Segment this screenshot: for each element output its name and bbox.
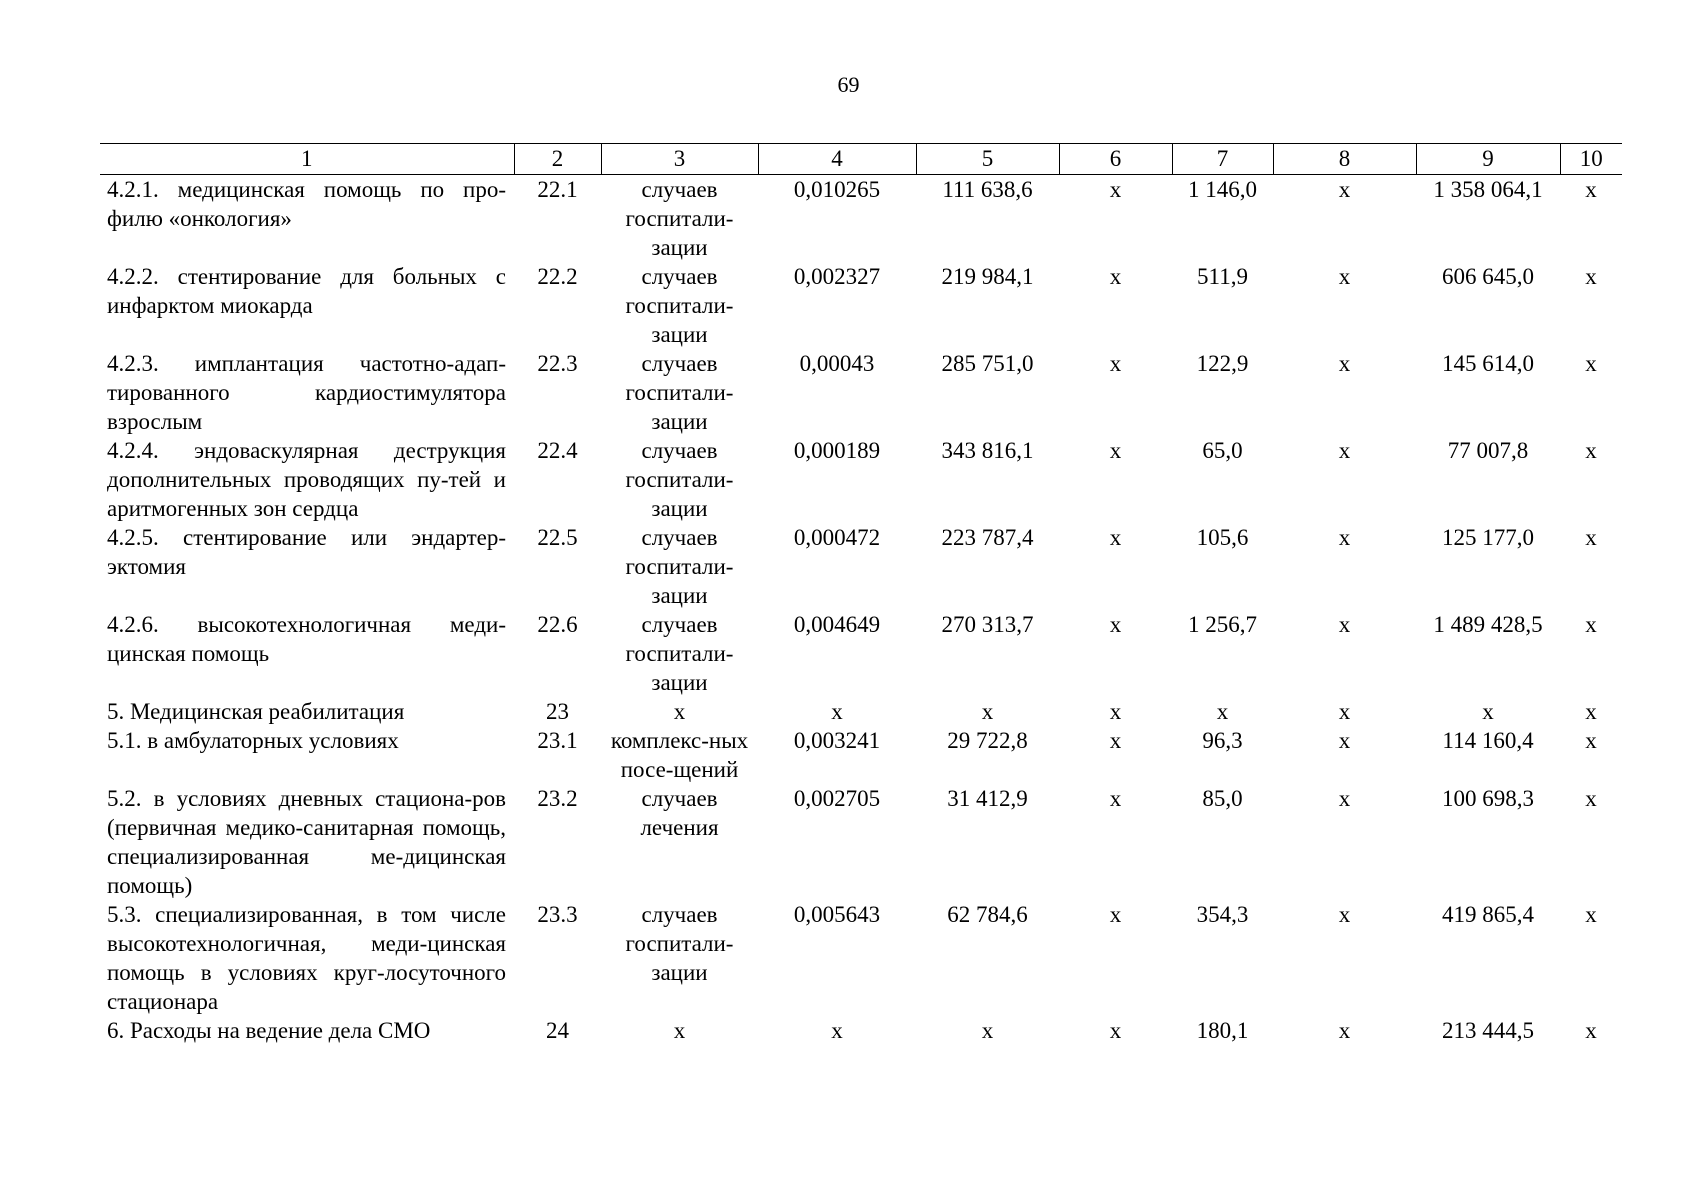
row-col-5: 223 787,4 [941,525,1034,550]
row-col-8: х [1338,525,1351,550]
row-code: 22.6 [537,612,578,637]
row-col-6: х [1109,728,1122,753]
row-col-4: 0,004649 [793,612,881,637]
row-col-10: х [1585,351,1597,376]
header-col-3: 3 [601,144,758,175]
row-col-7: 1 256,7 [1188,612,1257,637]
table-row [100,610,1622,697]
row-col-9: 213 444,5 [1442,1018,1534,1043]
row-col-8: х [1338,1018,1351,1043]
row-col-7: 354,3 [1196,902,1249,927]
row-col-5: 31 412,9 [947,786,1028,811]
row-col-9: х [1482,699,1494,724]
row-col-6: х [1109,612,1122,637]
row-name: 4.2.6. высокотехнологичная меди-цинская помощь [107,612,506,666]
table-row [100,900,1622,1016]
row-col-5: х [981,1018,994,1043]
row-unit: случаев госпитали-зации [625,902,734,985]
row-col-8: х [1338,786,1351,811]
table-row [100,697,1622,726]
row-col-8: х [1338,728,1351,753]
row-unit: х [673,699,686,724]
row-unit: случаев госпитали-зации [625,177,734,260]
row-col-6: х [1109,351,1122,376]
row-code: 23.1 [537,728,578,753]
table-row [100,175,1622,263]
row-col-7: х [1216,699,1229,724]
row-col-5: 111 638,6 [942,177,1033,202]
row-col-10: х [1585,438,1597,463]
row-code: 22.4 [537,438,578,463]
row-col-4: 0,002705 [793,786,881,811]
row-col-6: х [1109,902,1122,927]
row-name: 4.2.5. стентирование или эндартер-эктомия [107,525,506,579]
row-name: 5.2. в условиях дневных стациона-ров (первичная медико-санитарная помощь, специализированная ме-дицинская помощь) [107,786,506,898]
header-col-9: 9 [1416,144,1560,175]
row-col-9: 100 698,3 [1442,786,1534,811]
row-col-6: х [1109,264,1122,289]
row-col-8: х [1338,438,1351,463]
row-name: 4.2.3. имплантация частотно-адап-тированного кардиостимулятора взрослым [107,351,506,434]
row-col-5: 270 313,7 [941,612,1034,637]
row-unit: комплекс-ных посе-щений [610,728,749,782]
row-col-5: 285 751,0 [941,351,1034,376]
row-col-10: х [1585,728,1597,753]
row-col-8: х [1338,177,1351,202]
header-col-7: 7 [1172,144,1273,175]
row-col-9: 114 160,4 [1442,728,1534,753]
header-col-5: 5 [916,144,1059,175]
row-col-10: х [1585,177,1597,202]
header-col-10: 10 [1560,144,1622,175]
row-col-9: 419 865,4 [1442,902,1534,927]
row-unit: х [673,1018,686,1043]
row-col-7: 1 146,0 [1188,177,1257,202]
row-code: 22.5 [537,525,578,550]
row-col-6: х [1109,438,1122,463]
row-col-6: х [1109,1018,1122,1043]
row-name: 4.2.1. медицинская помощь по про-филю «онкология» [107,177,506,231]
table-row [100,523,1622,610]
row-col-7: 511,9 [1197,264,1248,289]
data-table [100,143,1622,1045]
row-col-5: х [981,699,994,724]
row-col-4: 0,005643 [793,902,881,927]
row-col-5: 219 984,1 [941,264,1034,289]
row-unit: случаев госпитали-зации [625,438,734,521]
row-col-4: 0,002327 [793,264,881,289]
row-name: 5.1. в амбулаторных условиях [107,728,399,753]
row-col-4: 0,010265 [793,177,881,202]
row-col-7: 65,0 [1202,438,1243,463]
row-col-7: 96,3 [1202,728,1243,753]
row-col-9: 77 007,8 [1447,438,1529,463]
row-col-4: 0,00043 [799,351,875,376]
row-col-8: х [1338,351,1351,376]
table-header [100,144,1622,175]
row-col-6: х [1109,699,1122,724]
row-name: 6. Расходы на ведение дела СМО [107,1018,431,1043]
row-unit: случаев госпитали-зации [625,525,734,608]
row-unit: случаев лечения [640,786,719,840]
row-name: 5. Медицинская реабилитация [107,699,405,724]
row-code: 23.2 [537,786,578,811]
row-col-4: 0,000472 [793,525,881,550]
table-row [100,436,1622,523]
row-unit: случаев госпитали-зации [625,612,734,695]
row-col-10: х [1585,902,1597,927]
row-col-10: х [1585,525,1597,550]
row-col-7: 180,1 [1196,1018,1249,1043]
row-col-7: 105,6 [1196,525,1249,550]
row-col-10: х [1585,699,1597,724]
row-col-4: х [831,699,843,724]
header-col-1: 1 [100,144,514,175]
row-col-9: 125 177,0 [1442,525,1534,550]
row-code: 22.3 [537,351,578,376]
row-name: 4.2.2. стентирование для больных с инфарктом миокарда [107,264,506,318]
row-name: 5.3. специализированная, в том числе высокотехнологичная, меди-цинская помощь в условиях круг-лосуточного стационара [107,902,506,1014]
row-col-10: х [1585,264,1597,289]
row-col-6: х [1109,786,1122,811]
row-col-10: х [1585,612,1597,637]
row-col-10: х [1585,786,1597,811]
page-number: 69 [837,72,860,97]
table-body [100,175,1622,1046]
row-col-8: х [1338,612,1351,637]
row-col-9: 145 614,0 [1442,351,1534,376]
row-col-4: 0,000189 [793,438,881,463]
row-col-4: х [831,1018,843,1043]
row-col-10: х [1585,1018,1597,1043]
row-col-7: 85,0 [1202,786,1243,811]
row-col-6: х [1109,177,1122,202]
row-unit: случаев госпитали-зации [625,264,734,347]
header-col-8: 8 [1273,144,1416,175]
header-col-4: 4 [758,144,916,175]
row-col-8: х [1338,699,1351,724]
row-code: 22.1 [537,177,578,202]
row-col-9: 1 489 428,5 [1433,612,1543,637]
row-col-6: х [1109,525,1122,550]
row-col-7: 122,9 [1196,351,1249,376]
row-col-9: 1 358 064,1 [1433,177,1543,202]
row-col-4: 0,003241 [793,728,881,753]
row-col-8: х [1338,902,1351,927]
header-row [100,144,1622,175]
row-name: 4.2.4. эндоваскулярная деструкция дополнительных проводящих пу-тей и аритмогенных зон сердца [107,438,506,521]
table-row [100,349,1622,436]
table-row [100,726,1622,784]
table-row [100,784,1622,900]
row-col-5: 62 784,6 [947,902,1028,927]
row-col-5: 29 722,8 [947,728,1028,753]
row-code: 23 [546,699,569,724]
header-col-6: 6 [1059,144,1172,175]
row-col-8: х [1338,264,1351,289]
row-col-5: 343 816,1 [941,438,1034,463]
row-code: 22.2 [537,264,578,289]
table-row [100,262,1622,349]
row-code: 23.3 [537,902,578,927]
row-code: 24 [546,1018,569,1043]
header-col-2: 2 [514,144,601,175]
row-col-9: 606 645,0 [1442,264,1534,289]
table-row [100,1016,1622,1045]
row-unit: случаев госпитали-зации [625,351,734,434]
